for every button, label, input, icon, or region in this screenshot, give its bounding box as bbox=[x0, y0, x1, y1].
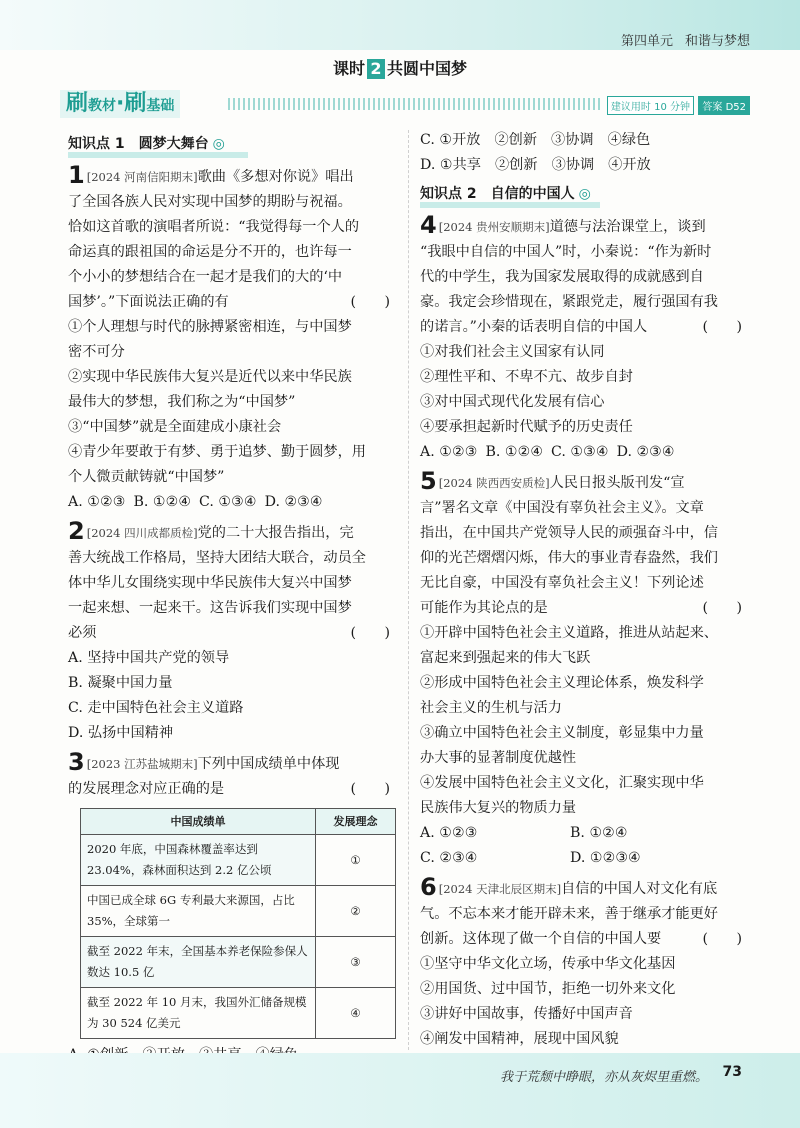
option-b[interactable]: B. ①②④ bbox=[485, 444, 544, 460]
banner-stripe bbox=[228, 98, 600, 110]
unit-header bbox=[609, 30, 750, 49]
table-row: 2020 年底，中国森林覆盖率达到 23.04%，森林面积达到 2.2 亿公顷 ① bbox=[81, 835, 396, 886]
option-d[interactable]: D. ①共享 ②创新 ③协调 ④开放 bbox=[420, 157, 651, 173]
answer-blank[interactable]: ( ) bbox=[702, 319, 742, 335]
options bbox=[420, 846, 750, 871]
question-2: 2 [2024 四川成都质检]党的二十大报告指出，完 善大统战工作格局，坚持大团结大联合，动员全 体中华儿女围绕实现中华民族伟大复兴中国梦 一起来想、一起来干。这告诉我们实现中国梦 必须 ( ) A. 坚持中国共产党的领导 B. 凝聚中国力量 C. 走中国特色社会主义道路 D. 弘扬中国精神 bbox=[68, 519, 398, 746]
table-row: 中国已成全球 6G 专利最大来源国，占比 35%，全球第一 ② bbox=[81, 886, 396, 937]
target-icon: ◎ bbox=[212, 136, 225, 152]
knowledge-point-2: 知识点 2 自信的中国人 ◎ bbox=[420, 182, 750, 207]
answer-blank[interactable]: ( ) bbox=[702, 600, 742, 616]
answer-page-badge: 答案 D52 bbox=[698, 96, 750, 115]
footer-motto: 我于荒颓中睁眼，亦从灰烬里重燃。 bbox=[499, 1070, 708, 1085]
option-a[interactable]: A. ①②③ bbox=[420, 444, 478, 460]
question-3: 3 [2023 江苏盐城期末]下列中国成绩单中体现 的发展理念对应正确的是 ( ) 中国成绩单 发展理念 2020 年底，中国森林覆盖率达到 23.04%，森林面积达到 2.2 亿公顷 ① 中国已成全球 6G 专利最大来源国，占比 35%，全球第一 ② 截至 2022 年末，全国基本养老保险参保人数达 10.5 亿 ③ 截至 2022 年 10 月末，我国外汇储备规模为 30 524 亿美元 ④ bbox=[68, 750, 398, 1093]
option-b[interactable]: B. ①②④ bbox=[570, 825, 628, 841]
table-header: 中国成绩单 bbox=[81, 809, 316, 835]
answer-blank[interactable]: ( ) bbox=[350, 781, 390, 797]
question-4: 4 [2024 贵州安顺期末]道德与法治课堂上，谈到 “我眼中自信的中国人”时，小秦说：“作为新时 代的中学生，我为国家发展取得的成就感到自 豪。我定会珍惜现在，紧跟党走，履行强国有我 的诺言。”小秦的话表明自信的中国人 ( ) ①对我们社会主义国家有认同 ②理性平和、不卑不亢、故步自封 ③对中国式现代化发展有信心 ④要承担起新时代赋予的历史责任 A. ①②③ B. ①②④ C. ①③④ D. ②③④ bbox=[420, 213, 750, 465]
option-c[interactable]: C. ①③④ bbox=[199, 494, 257, 510]
knowledge-point-1: 知识点 1 圆梦大舞台 ◎ bbox=[68, 132, 398, 157]
option-b[interactable]: B. 凝聚中国力量 bbox=[68, 675, 173, 691]
lesson-number: 2 bbox=[367, 59, 385, 79]
answer-blank[interactable]: ( ) bbox=[350, 294, 390, 310]
column-divider bbox=[408, 130, 409, 1050]
option-b[interactable]: B. ①②④ bbox=[133, 494, 192, 510]
table-row: 截至 2022 年 10 月末，我国外汇储备规模为 30 524 亿美元 ④ bbox=[81, 988, 396, 1039]
option-a[interactable]: A. 坚持中国共产党的领导 bbox=[68, 650, 230, 666]
option-c[interactable]: C. ②③④ bbox=[420, 850, 478, 866]
table-header: 发展理念 bbox=[316, 809, 396, 835]
options bbox=[68, 490, 398, 515]
option-a[interactable]: A. ①②③ bbox=[420, 825, 478, 841]
page-number: 73 bbox=[722, 1064, 742, 1080]
target-icon: ◎ bbox=[578, 186, 591, 202]
option-c[interactable]: C. ①③④ bbox=[551, 444, 609, 460]
option-a[interactable]: A. ①②③ bbox=[68, 494, 126, 510]
question-5: 5 [2024 陕西西安质检]人民日报头版刊发“宣 言”署名文章《中国没有辜负社会主义》。文章 指出，在中国共产党领导人民的顽强奋斗中，信 仰的光芒熠熠闪烁，伟大的事业青春盎然，我们 无比自豪，中国没有辜负社会主义！下列论述 可能作为其论点的是 ( ) ①开辟中国特色社会主义道路，推进从站起来、 富起来到强起来的伟大飞跃 ②形成中国特色社会主义理论体系，焕发科学 社会主义的生机与活力 ③确立中国特色社会主义制度，彰显集中力量 办大事的显著制度优越性 ④发展中国特色社会主义文化，汇聚实现中华 民族伟大复兴的物质力量 A. ①②③ B. ①②④ C. ②③④ D. ①②③④ bbox=[420, 469, 750, 871]
bottom-band bbox=[0, 1053, 800, 1128]
option-c[interactable]: C. ①开放 ②创新 ③协调 ④绿色 bbox=[420, 132, 651, 148]
unit-label: 第四单元 bbox=[620, 34, 673, 49]
lesson-title: 课时 2 共圆中国梦 bbox=[332, 59, 468, 78]
right-column bbox=[420, 128, 750, 1081]
banner-logo: 刷教材·刷基础 bbox=[60, 90, 180, 118]
option-d[interactable]: D. ①②③④ bbox=[570, 850, 641, 866]
options bbox=[420, 440, 750, 465]
unit-title: 和谐与梦想 bbox=[684, 34, 750, 49]
left-column bbox=[68, 128, 398, 1097]
options bbox=[420, 821, 750, 846]
option-d[interactable]: D. ②③④ bbox=[264, 494, 323, 510]
option-d[interactable]: D. 弘扬中国精神 bbox=[68, 725, 174, 741]
suggested-time-badge: 建议用时 10 分钟 bbox=[607, 96, 694, 115]
section-banner bbox=[60, 90, 750, 118]
achievement-table bbox=[80, 808, 396, 1039]
option-c[interactable]: C. 走中国特色社会主义道路 bbox=[68, 700, 244, 716]
question-6: 6 [2024 天津北辰区期末]自信的中国人对文化有底 气。不忘本来才能开辟未来，善于继承才能更好 创新。这体现了做一个自信的中国人要 ( ) ①坚守中华文化立场，传承中华文化基因 ②用国货、过中国节，拒绝一切外来文化 ③讲好中国故事，传播好中国声音 ④阐发中国精神，展现中国风貌 bbox=[420, 875, 750, 1077]
table-row: 截至 2022 年末，全国基本养老保险参保人数达 10.5 亿 ③ bbox=[81, 937, 396, 988]
option-d[interactable]: D. ②③④ bbox=[616, 444, 675, 460]
answer-blank[interactable]: ( ) bbox=[350, 625, 390, 641]
answer-blank[interactable]: ( ) bbox=[702, 931, 742, 947]
question-1: 1 [2024 河南信阳期末]歌曲《多想对你说》唱出 了全国各族人民对实现中国梦的期盼与祝福。 恰如这首歌的演唱者所说：“我觉得每一个人的 命运真的跟祖国的命运是分不开的，也许每一 个小小的梦想结合在一起才是我们的大的‘中 国梦’。”下面说法正确的有 ( ) ①个人理想与时代的脉搏紧密相连，与中国梦 密不可分 ②实现中华民族伟大复兴是近代以来中华民族 最伟大的梦想，我们称之为“中国梦” ③“中国梦”就是全面建成小康社会 ④青少年要敢于有梦、勇于追梦、勤于圆梦，用 个人微贡献铸就“中国梦” A. ①②③ B. ①②④ C. ①③④ D. ②③④ bbox=[68, 163, 398, 515]
